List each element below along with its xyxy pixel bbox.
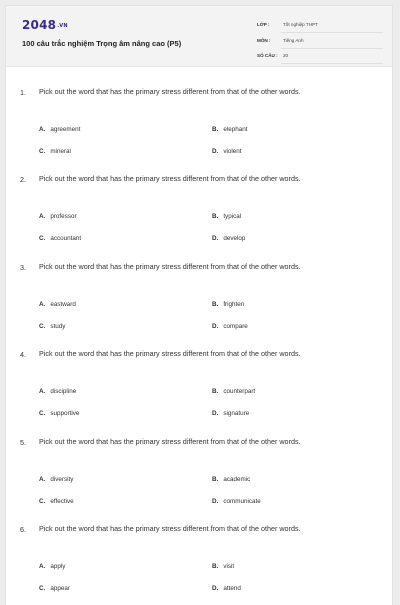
meta-underline — [281, 63, 383, 64]
option-d[interactable] — [212, 498, 261, 505]
option-d[interactable] — [212, 410, 249, 417]
option-letter: B. — [212, 563, 219, 570]
option-text: effective — [50, 498, 74, 505]
question-number: 1. — [20, 88, 26, 97]
logo-main: 2048 — [22, 18, 57, 32]
meta-class — [257, 19, 383, 33]
option-text: counterpart — [223, 388, 256, 395]
question-text: Pick out the word that has the primary stress different from that of the other words. — [39, 349, 301, 358]
meta-label: MÔN : — [257, 38, 271, 43]
meta-value: 20 — [283, 53, 289, 58]
option-d[interactable] — [212, 148, 242, 155]
question-text: Pick out the word that has the primary stress different from that of the other words. — [39, 262, 301, 271]
meta-subject — [257, 35, 383, 49]
page-title: 100 câu trắc nghiệm Trọng âm nâng cao (P5) — [22, 39, 182, 48]
option-text: diversity — [50, 476, 74, 483]
question-number: 6. — [20, 525, 26, 534]
option-letter: B. — [212, 126, 219, 133]
option-c[interactable] — [39, 585, 70, 592]
question-number: 5. — [20, 438, 26, 447]
option-a[interactable] — [39, 476, 73, 483]
option-text: attend — [223, 585, 241, 592]
option-text: appear — [50, 585, 70, 592]
option-text: eastward — [50, 301, 76, 308]
worksheet-header — [6, 6, 392, 67]
question-number: 4. — [20, 350, 26, 359]
option-c[interactable] — [39, 235, 81, 242]
meta-value: Tiếng Anh — [283, 38, 304, 43]
option-letter: A. — [39, 563, 46, 570]
option-text: discipline — [50, 388, 77, 395]
option-text: accountant — [50, 235, 82, 242]
option-text: apply — [50, 563, 66, 570]
option-b[interactable] — [212, 301, 244, 308]
option-text: communicate — [223, 498, 261, 505]
option-text: professor — [50, 213, 77, 220]
option-letter: A. — [39, 213, 46, 220]
option-letter: A. — [39, 126, 46, 133]
option-b[interactable] — [212, 476, 250, 483]
option-letter: C. — [39, 148, 46, 155]
option-text: develop — [223, 235, 246, 242]
option-letter: B. — [212, 301, 219, 308]
option-a[interactable] — [39, 563, 65, 570]
meta-underline — [281, 32, 383, 33]
option-letter: C. — [39, 235, 46, 242]
worksheet-page — [5, 5, 393, 605]
option-letter: C. — [39, 498, 46, 505]
option-text: agreement — [50, 126, 81, 133]
meta-underline — [281, 48, 383, 49]
question-number: 2. — [20, 175, 26, 184]
option-a[interactable] — [39, 126, 80, 133]
option-b[interactable] — [212, 213, 241, 220]
site-logo[interactable] — [22, 18, 68, 32]
option-a[interactable] — [39, 213, 77, 220]
option-text: violent — [223, 148, 242, 155]
question-number: 3. — [20, 263, 26, 272]
meta-label: LỚP : — [257, 22, 270, 27]
option-text: frighten — [223, 301, 245, 308]
option-letter: D. — [212, 235, 219, 242]
option-text: visit — [223, 563, 235, 570]
question-text: Pick out the word that has the primary stress different from that of the other words. — [39, 524, 301, 533]
option-c[interactable] — [39, 323, 65, 330]
question-text: Pick out the word that has the primary stress different from that of the other words. — [39, 87, 301, 96]
option-letter: D. — [212, 498, 219, 505]
question-text: Pick out the word that has the primary stress different from that of the other words. — [39, 174, 301, 183]
option-d[interactable] — [212, 235, 245, 242]
option-letter: B. — [212, 213, 219, 220]
option-text: signature — [223, 410, 250, 417]
option-letter: C. — [39, 410, 46, 417]
option-letter: D. — [212, 148, 219, 155]
meta-label: SỐ CÂU : — [257, 53, 278, 58]
logo-suffix: .VN — [57, 22, 68, 29]
option-letter: A. — [39, 301, 46, 308]
option-letter: B. — [212, 388, 219, 395]
meta-question-count — [257, 50, 383, 64]
option-letter: C. — [39, 323, 46, 330]
option-c[interactable] — [39, 410, 79, 417]
option-d[interactable] — [212, 585, 241, 592]
option-d[interactable] — [212, 323, 248, 330]
option-b[interactable] — [212, 126, 247, 133]
option-text: mineral — [50, 148, 71, 155]
option-a[interactable] — [39, 301, 76, 308]
option-c[interactable] — [39, 148, 71, 155]
option-b[interactable] — [212, 388, 255, 395]
meta-value: Tốt nghiệp THPT — [283, 22, 318, 27]
option-letter: B. — [212, 476, 219, 483]
option-letter: A. — [39, 388, 46, 395]
option-b[interactable] — [212, 563, 234, 570]
option-text: academic — [223, 476, 251, 483]
option-text: compare — [223, 323, 248, 330]
option-text: supportive — [50, 410, 80, 417]
question-text: Pick out the word that has the primary stress different from that of the other words. — [39, 437, 301, 446]
option-text: typical — [223, 213, 242, 220]
option-letter: A. — [39, 476, 46, 483]
option-c[interactable] — [39, 498, 74, 505]
option-letter: D. — [212, 323, 219, 330]
option-text: study — [50, 323, 66, 330]
option-letter: C. — [39, 585, 46, 592]
option-a[interactable] — [39, 388, 76, 395]
option-letter: D. — [212, 585, 219, 592]
option-text: elephant — [223, 126, 248, 133]
option-letter: D. — [212, 410, 219, 417]
